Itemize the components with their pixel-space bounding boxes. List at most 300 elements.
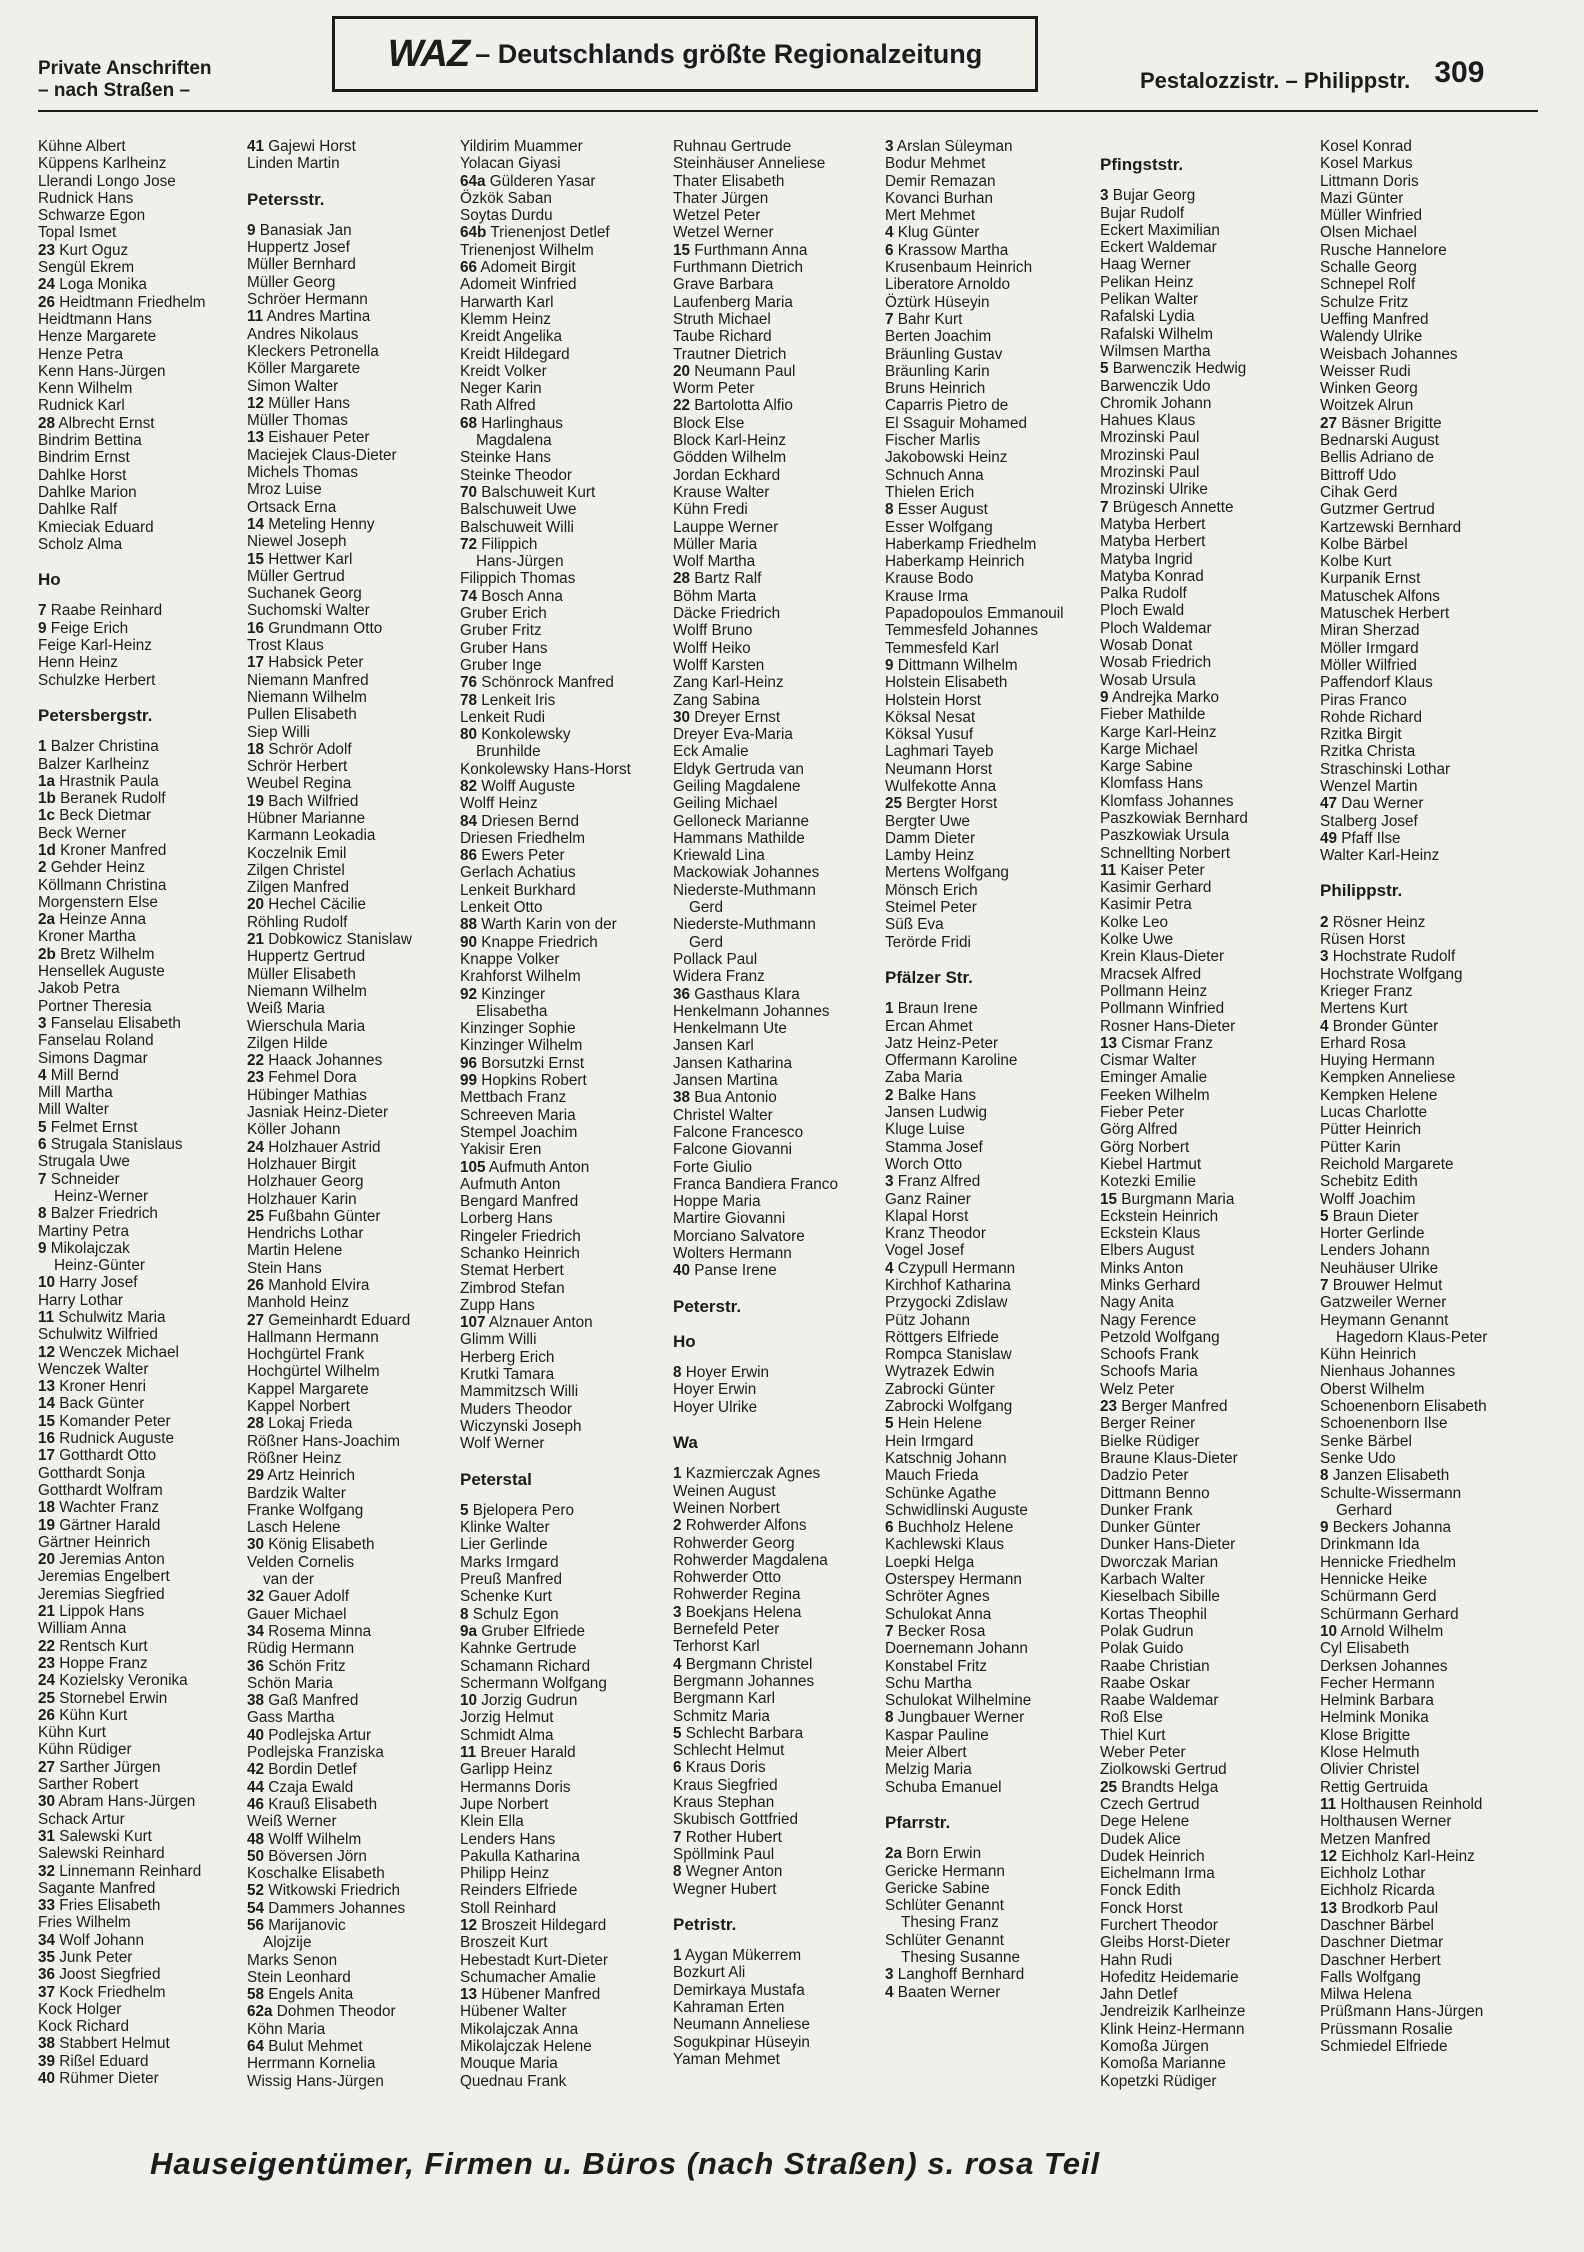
directory-entry: Glimm Willi xyxy=(460,1331,537,1349)
directory-entry-continuation: Magdalena xyxy=(476,432,552,450)
directory-entry: 11 Andres Martina xyxy=(247,308,371,326)
directory-entry: Yaman Mehmet xyxy=(673,2050,780,2068)
directory-entry: 7 Becker Rosa xyxy=(885,1622,986,1640)
directory-entry: Jansen Ludwig xyxy=(885,1104,988,1122)
directory-entry: Huppertz Gertrud xyxy=(247,948,366,966)
directory-entry: Forte Giulio xyxy=(673,1158,753,1176)
directory-entry: 5 Braun Dieter xyxy=(1320,1207,1419,1225)
house-number: 70 xyxy=(460,483,478,501)
directory-entry: Pullen Elisabeth xyxy=(247,706,357,724)
house-number: 52 xyxy=(247,1882,265,1900)
directory-entry: Melzig Maria xyxy=(885,1761,972,1779)
directory-entry: Demirkaya Mustafa xyxy=(673,1981,805,1999)
directory-entry: Krause Bodo xyxy=(885,570,974,588)
directory-entry: Marks Senon xyxy=(247,1951,338,1969)
directory-entry: Mrozinski Paul xyxy=(1100,429,1200,447)
masthead-tagline: – Deutschlands größte Regionalzeitung xyxy=(475,38,983,69)
directory-entry: Matuschek Herbert xyxy=(1320,605,1450,623)
directory-entry: 27 Sarther Jürgen xyxy=(38,1758,161,1776)
directory-entry: Niemann Manfred xyxy=(247,671,369,689)
house-number: 5 xyxy=(885,1415,894,1433)
house-number: 42 xyxy=(247,1761,265,1779)
house-number: 68 xyxy=(460,414,478,432)
directory-entry: Kmieciak Eduard xyxy=(38,518,154,536)
directory-entry: 2 Gehder Heinz xyxy=(38,859,146,877)
directory-entry: Velden Cornelis xyxy=(247,1553,355,1571)
directory-entry: Müller Bernhard xyxy=(247,256,356,274)
directory-entry: 7 Brouwer Helmut xyxy=(1320,1277,1443,1294)
directory-entry: Schuba Emanuel xyxy=(885,1778,1002,1796)
directory-entry: Rößner Hans-Joachim xyxy=(247,1432,401,1450)
directory-entry: Daschner Dietmar xyxy=(1320,1934,1444,1952)
directory-entry: Thater Jürgen xyxy=(673,189,769,207)
house-number: 5 xyxy=(460,1501,469,1519)
directory-entry-continuation: Thesing Franz xyxy=(901,1914,999,1932)
directory-entry: Kempken Helene xyxy=(1320,1086,1438,1104)
directory-entry: Jakob Petra xyxy=(38,980,120,998)
directory-entry: Henze Margarete xyxy=(38,328,157,346)
directory-entry: Jordan Eckhard xyxy=(673,466,781,484)
directory-entry: Bittroff Udo xyxy=(1320,466,1397,484)
directory-entry: Braune Klaus-Dieter xyxy=(1100,1449,1238,1467)
directory-entry: 7 Rother Hubert xyxy=(673,1828,782,1846)
directory-entry: Hochgürtel Frank xyxy=(247,1346,365,1364)
directory-entry: Schlüter Genannt xyxy=(885,1897,1005,1915)
directory-entry: Feeken Wilhelm xyxy=(1100,1086,1210,1104)
house-number: 88 xyxy=(460,916,478,934)
directory-entry: Przygocki Zdislaw xyxy=(885,1294,1008,1312)
house-number: 9 xyxy=(247,221,256,239)
directory-entry: 8 Janzen Elisabeth xyxy=(1320,1467,1450,1485)
directory-entry: 8 Hoyer Erwin xyxy=(673,1364,770,1382)
directory-entry: Gerlach Achatius xyxy=(460,864,576,882)
directory-entry: 22 Rentsch Kurt xyxy=(38,1637,148,1655)
directory-entry: Niemann Wilhelm xyxy=(247,688,367,706)
directory-entry: 4 Klug Günter xyxy=(885,224,980,242)
directory-entry: Temmesfeld Johannes xyxy=(885,622,1039,640)
directory-entry: Temmesfeld Karl xyxy=(885,639,999,657)
directory-entry: Philipp Heinz xyxy=(460,1865,550,1883)
house-number: 44 xyxy=(247,1778,265,1796)
directory-entry: 70 Balschuweit Kurt xyxy=(460,483,596,501)
directory-entry: Lenders Hans xyxy=(460,1830,556,1848)
directory-entry: Daschner Bärbel xyxy=(1320,1916,1434,1934)
directory-entry: Rzitka Birgit xyxy=(1320,726,1402,744)
directory-entry: Laufenberg Maria xyxy=(673,293,793,311)
directory-entry: Köller Margarete xyxy=(247,360,361,378)
house-number: 64b xyxy=(460,224,487,242)
directory-entry: Jupe Norbert xyxy=(460,1795,549,1813)
directory-entry: Rohwerder Georg xyxy=(673,1534,795,1552)
house-number: 9 xyxy=(38,1239,47,1257)
directory-entry: Sengül Ekrem xyxy=(38,259,135,277)
directory-entry: 25 Bergter Horst xyxy=(885,795,998,813)
house-number: 99 xyxy=(460,1072,478,1090)
directory-entry: Wytrazek Edwin xyxy=(885,1363,995,1381)
directory-entry: 10 Arnold Wilhelm xyxy=(1320,1622,1444,1640)
directory-entry: Weiß Maria xyxy=(247,1000,325,1018)
directory-entry: Ploch Ewald xyxy=(1100,602,1185,620)
directory-entry: 40 Panse Irene xyxy=(673,1262,777,1280)
directory-entry: Dunker Frank xyxy=(1100,1501,1193,1519)
directory-entry: Furchert Theodor xyxy=(1100,1916,1218,1934)
directory-entry: 23 Berger Manfred xyxy=(1100,1398,1228,1416)
house-number: 9 xyxy=(1320,1519,1329,1537)
house-number: 36 xyxy=(247,1657,265,1675)
directory-entry: 2 Balke Hans xyxy=(885,1086,976,1104)
directory-entry: Mroz Luise xyxy=(247,481,322,499)
directory-entry: Klapal Horst xyxy=(885,1207,969,1225)
directory-entry: Mönsch Erich xyxy=(885,881,978,899)
house-number: 24 xyxy=(247,1138,265,1156)
directory-entry: 1d Kroner Manfred xyxy=(38,841,167,859)
house-number: 8 xyxy=(885,1709,894,1727)
directory-entry: Helmink Monika xyxy=(1320,1709,1429,1727)
directory-entry: Skubisch Gottfried xyxy=(673,1811,798,1829)
directory-entry: 23 Fehmel Dora xyxy=(247,1069,357,1087)
directory-entry: Rath Alfred xyxy=(460,397,536,415)
directory-entry: Wilmsen Martha xyxy=(1100,342,1211,360)
directory-entry: Minks Anton xyxy=(1100,1259,1184,1277)
directory-entry: Preuß Manfred xyxy=(460,1571,563,1589)
house-number: 27 xyxy=(1320,414,1338,432)
house-number: 78 xyxy=(460,691,478,709)
directory-entry: Damm Dieter xyxy=(885,829,976,847)
directory-entry: Holzhauer Karin xyxy=(247,1190,357,1208)
directory-entry: Krusenbaum Heinrich xyxy=(885,259,1033,277)
directory-entry: 47 Dau Werner xyxy=(1320,795,1424,813)
directory-entry: 50 Böversen Jörn xyxy=(247,1847,367,1865)
directory-entry: Pütz Johann xyxy=(885,1311,971,1329)
directory-entry: Wolff Bruno xyxy=(673,622,753,640)
directory-entry: Hammans Mathilde xyxy=(673,829,805,847)
directory-entry: Pakulla Katharina xyxy=(460,1847,580,1865)
directory-entry: 9a Gruber Elfriede xyxy=(460,1622,585,1640)
directory-entry: Olsen Michael xyxy=(1320,224,1417,242)
directory-entry: Podlejska Franziska xyxy=(247,1744,384,1762)
directory-entry: Neumann Horst xyxy=(885,760,993,778)
directory-entry: Steinhäuser Anneliese xyxy=(673,155,826,173)
directory-entry: Bindrim Bettina xyxy=(38,432,142,450)
directory-column-2 xyxy=(247,138,457,2090)
directory-entry: Wolf Martha xyxy=(673,553,756,571)
directory-entry: Krutki Tamara xyxy=(460,1366,555,1384)
directory-entry: 6 Krassow Martha xyxy=(885,241,1009,259)
directory-entry: Katschnig Johann xyxy=(885,1449,1007,1467)
directory-entry: 15 Burgmann Maria xyxy=(1100,1190,1235,1208)
directory-entry: Rafalski Lydia xyxy=(1100,308,1195,326)
directory-entry-continuation: Hans-Jürgen xyxy=(476,553,564,571)
directory-entry: Wolff Joachim xyxy=(1320,1190,1416,1208)
directory-entry: Zang Karl-Heinz xyxy=(673,674,784,692)
directory-entry: Lucas Charlotte xyxy=(1320,1104,1428,1122)
directory-entry: Senke Udo xyxy=(1320,1449,1396,1467)
directory-entry: Gotthardt Wolfram xyxy=(38,1481,163,1499)
directory-entry: Jahn Detlef xyxy=(1100,1986,1178,2004)
directory-entry: Gruber Hans xyxy=(460,639,548,657)
house-number: 58 xyxy=(247,1986,265,2004)
directory-entry: Klinke Walter xyxy=(460,1519,550,1537)
directory-entry: Klose Helmuth xyxy=(1320,1744,1420,1762)
directory-entry: 30 Dreyer Ernst xyxy=(673,708,781,726)
house-number: 56 xyxy=(247,1916,265,1934)
directory-entry: Bujar Rudolf xyxy=(1100,204,1185,222)
directory-entry: Ercan Ahmet xyxy=(885,1017,973,1035)
street-heading: Petersstr. xyxy=(247,189,325,209)
house-number: 7 xyxy=(38,1170,47,1188)
directory-entry: Ziolkowski Gertrud xyxy=(1100,1761,1227,1779)
directory-entry: Zaba Maria xyxy=(885,1069,963,1087)
directory-entry: Rüsen Horst xyxy=(1320,931,1406,949)
directory-entry: Maciejek Claus-Dieter xyxy=(247,446,397,464)
house-number: 32 xyxy=(247,1588,265,1606)
street-range-label: Pestalozzistr. – Philippstr. xyxy=(1140,68,1411,93)
directory-entry: 16 Rudnick Auguste xyxy=(38,1430,175,1448)
directory-entry: 15 Hettwer Karl xyxy=(247,550,353,568)
directory-entry: Portner Theresia xyxy=(38,997,152,1015)
house-number: 3 xyxy=(885,138,894,155)
directory-entry: Fischer Marlis xyxy=(885,432,981,450)
directory-entry: Aufmuth Anton xyxy=(460,1175,561,1193)
directory-entry: 86 Ewers Peter xyxy=(460,847,565,865)
directory-entry: Klomfass Johannes xyxy=(1100,792,1234,810)
street-heading: Ho xyxy=(673,1331,696,1351)
directory-entry: Karge Michael xyxy=(1100,740,1198,758)
house-number: 2 xyxy=(885,1086,894,1104)
directory-entry: 12 Wenczek Michael xyxy=(38,1343,179,1361)
directory-entry: Kotezki Emilie xyxy=(1100,1173,1197,1191)
house-number: 20 xyxy=(247,896,265,914)
directory-entry: Kühn Rüdiger xyxy=(38,1741,132,1759)
directory-entry: Soytas Durdu xyxy=(460,207,553,225)
directory-entry: 105 Aufmuth Anton xyxy=(460,1158,590,1176)
directory-entry: 14 Back Günter xyxy=(38,1395,145,1413)
directory-entry: Schlecht Helmut xyxy=(673,1742,785,1760)
directory-entry: 78 Lenkeit Iris xyxy=(460,691,556,709)
directory-entry: Rafalski Wilhelm xyxy=(1100,325,1214,343)
house-number: 30 xyxy=(247,1536,265,1554)
directory-entry: 82 Wolff Auguste xyxy=(460,777,576,795)
directory-entry: Wolff Heinz xyxy=(460,795,538,813)
directory-entry: Jakobowski Heinz xyxy=(885,449,1008,467)
directory-entry: 58 Engels Anita xyxy=(247,1986,354,2004)
directory-entry: Dahlke Ralf xyxy=(38,501,118,519)
directory-entry: Pollmann Winfried xyxy=(1100,1000,1225,1018)
directory-entry: Worm Peter xyxy=(673,380,755,398)
directory-entry: Kartzewski Bernhard xyxy=(1320,518,1462,536)
directory-entry: 39 Rißel Eduard xyxy=(38,2052,149,2070)
house-number: 4 xyxy=(38,1066,47,1084)
directory-entry: 13 Brodkorb Paul xyxy=(1320,1899,1439,1917)
directory-entry: 38 Stabbert Helmut xyxy=(38,2035,170,2053)
directory-entry: 36 Schön Fritz xyxy=(247,1657,346,1675)
directory-entry: Möller Irmgard xyxy=(1320,639,1419,657)
house-number: 37 xyxy=(38,1983,56,2001)
directory-entry: 22 Haack Johannes xyxy=(247,1052,383,1070)
directory-entry: Trienenjost Wilhelm xyxy=(460,241,594,259)
directory-entry: Niewel Joseph xyxy=(247,533,347,551)
directory-column-6 xyxy=(1100,138,1310,2090)
directory-entry: Stein Leonhard xyxy=(247,1968,351,1986)
directory-entry: Wegner Hubert xyxy=(673,1880,777,1898)
directory-entry: 4 Czypull Hermann xyxy=(885,1259,1016,1277)
directory-entry: Minks Gerhard xyxy=(1100,1277,1201,1294)
directory-entry: 46 Krauß Elisabeth xyxy=(247,1795,378,1813)
house-number: 14 xyxy=(38,1395,56,1413)
house-number: 28 xyxy=(38,414,56,432)
directory-entry: Gauer Michael xyxy=(247,1605,347,1623)
directory-entry: Zabrocki Wolfgang xyxy=(885,1398,1013,1416)
directory-entry: 92 Kinzinger xyxy=(460,985,546,1003)
house-number: 22 xyxy=(247,1052,265,1070)
house-number: 5 xyxy=(1320,1207,1329,1225)
directory-entry: 26 Heidtmann Friedhelm xyxy=(38,293,206,311)
house-number: 8 xyxy=(673,1364,682,1382)
directory-entry: 15 Komander Peter xyxy=(38,1412,171,1430)
directory-entry: 7 Raabe Reinhard xyxy=(38,602,163,620)
house-number: 8 xyxy=(885,501,894,519)
directory-entry: Komoßa Marianne xyxy=(1100,2055,1226,2073)
directory-entry: Kenn Hans-Jürgen xyxy=(38,362,166,380)
directory-entry: Caparris Pietro de xyxy=(885,397,1009,415)
directory-entry: Öztürk Hüseyin xyxy=(885,293,990,311)
directory-entry: Schoofs Frank xyxy=(1100,1346,1199,1364)
directory-entry: Pollack Paul xyxy=(673,950,758,968)
directory-entry: 1b Beranek Rudolf xyxy=(38,790,166,808)
directory-entry: Martiny Petra xyxy=(38,1222,129,1240)
directory-entry: 21 Lippok Hans xyxy=(38,1603,145,1621)
house-number: 8 xyxy=(673,1863,682,1881)
house-number: 19 xyxy=(38,1516,56,1534)
directory-entry: 5 Hein Helene xyxy=(885,1415,982,1433)
house-number: 50 xyxy=(247,1847,265,1865)
directory-entry: Wenzel Martin xyxy=(1320,777,1418,795)
directory-entry-continuation: van der xyxy=(263,1571,315,1589)
directory-entry: 37 Kock Friedhelm xyxy=(38,1983,166,2001)
directory-entry: Welz Peter xyxy=(1100,1380,1175,1398)
directory-entry: Derksen Johannes xyxy=(1320,1657,1448,1675)
directory-entry: 24 Holzhauer Astrid xyxy=(247,1138,381,1156)
directory-entry: 25 Brandts Helga xyxy=(1100,1778,1219,1796)
directory-entry: Schröer Hermann xyxy=(247,291,368,309)
directory-entry: Gass Martha xyxy=(247,1709,335,1727)
directory-entry: Strugala Uwe xyxy=(38,1153,130,1171)
house-number: 4 xyxy=(1320,1017,1329,1035)
house-number: 7 xyxy=(885,1622,894,1640)
house-number: 40 xyxy=(38,2070,56,2088)
house-number: 28 xyxy=(673,570,691,588)
directory-entry: Holstein Horst xyxy=(885,691,982,709)
directory-entry: Mert Mehmet xyxy=(885,207,976,225)
house-number: 18 xyxy=(38,1499,56,1517)
directory-entry: Adomeit Winfried xyxy=(460,276,577,294)
directory-entry: Kühn Heinrich xyxy=(1320,1346,1417,1364)
directory-entry: Heymann Genannt xyxy=(1320,1311,1449,1329)
directory-entry: Huppertz Josef xyxy=(247,239,350,257)
house-number: 4 xyxy=(885,1983,894,2001)
directory-entry: Polak Guido xyxy=(1100,1640,1184,1658)
directory-entry: Hochgürtel Wilhelm xyxy=(247,1363,380,1381)
directory-entry: Hübener Walter xyxy=(460,2003,567,2021)
directory-entry: Hoyer Ulrike xyxy=(673,1398,758,1416)
house-number: 2a xyxy=(38,911,56,929)
street-heading: Wa xyxy=(673,1433,698,1453)
directory-entry: Dadzio Peter xyxy=(1100,1467,1189,1485)
directory-entry: Niemann Wilhelm xyxy=(247,982,367,1000)
directory-entry: Gleibs Horst-Dieter xyxy=(1100,1934,1231,1952)
directory-entry: Hübinger Mathias xyxy=(247,1086,367,1104)
street-heading: Philippstr. xyxy=(1320,881,1403,901)
house-number: 25 xyxy=(885,795,903,813)
directory-entry: Klein Ella xyxy=(460,1813,524,1831)
masthead-box xyxy=(332,16,1038,92)
directory-entry: Bozkurt Ali xyxy=(673,1964,746,1982)
directory-entry: Martire Giovanni xyxy=(673,1210,786,1228)
directory-entry: Mill Walter xyxy=(38,1101,109,1119)
directory-entry: Schröter Agnes xyxy=(885,1588,990,1606)
directory-entry: Klose Brigitte xyxy=(1320,1726,1411,1744)
directory-entry: Steimel Peter xyxy=(885,899,977,917)
directory-entry: Hochstrate Wolfgang xyxy=(1320,965,1463,983)
directory-entry: Matyba Konrad xyxy=(1100,567,1204,585)
house-number: 22 xyxy=(673,397,691,415)
house-number: 7 xyxy=(38,602,47,620)
house-number: 39 xyxy=(38,2052,56,2070)
directory-entry: Herrmann Kornelia xyxy=(247,2055,376,2073)
directory-entry: Lasch Helene xyxy=(247,1519,341,1537)
house-number: 62a xyxy=(247,2003,273,2021)
directory-entry: Gruber Erich xyxy=(460,605,547,623)
directory-entry: Wolters Hermann xyxy=(673,1245,792,1262)
directory-entry: Daschner Herbert xyxy=(1320,1951,1441,1969)
house-number: 11 xyxy=(460,1744,477,1762)
directory-entry: Taube Richard xyxy=(673,328,772,346)
directory-entry: Jeremias Siegfried xyxy=(38,1585,165,1603)
directory-entry: Möller Wilfried xyxy=(1320,656,1417,674)
directory-entry: Barwenczik Udo xyxy=(1100,377,1211,395)
directory-entry: Lorberg Hans xyxy=(460,1210,553,1228)
directory-entry: Kasimir Gerhard xyxy=(1100,879,1212,897)
directory-entry: Hoyer Erwin xyxy=(673,1381,757,1399)
directory-entry: Franca Bandiera Franco xyxy=(673,1175,838,1193)
directory-entry: Dittmann Benno xyxy=(1100,1484,1210,1502)
directory-entry: 6 Buchholz Helene xyxy=(885,1519,1014,1537)
directory-entry: Pollmann Heinz xyxy=(1100,982,1208,1000)
directory-entry: Cyl Elisabeth xyxy=(1320,1640,1410,1658)
house-number: 10 xyxy=(1320,1622,1338,1640)
directory-entry: Hennicke Heike xyxy=(1320,1571,1428,1589)
directory-entry: 18 Schrör Adolf xyxy=(247,740,352,758)
directory-entry: Kleckers Petronella xyxy=(247,342,379,360)
directory-entry: Prüssmann Rosalie xyxy=(1320,2020,1453,2038)
directory-entry: 3 Boekjans Helena xyxy=(673,1603,802,1621)
directory-entry: Dege Helene xyxy=(1100,1813,1190,1831)
directory-entry: 27 Bäsner Brigitte xyxy=(1320,414,1442,432)
street-heading: Petersbergstr. xyxy=(38,705,153,725)
directory-entry: Berten Joachim xyxy=(885,328,992,346)
house-number: 9 xyxy=(1100,688,1109,706)
directory-entry: Zang Sabina xyxy=(673,691,760,709)
directory-entry: 12 Eichholz Karl-Heinz xyxy=(1320,1847,1475,1865)
directory-entry: Neger Karin xyxy=(460,380,542,398)
directory-entry: Rudnick Hans xyxy=(38,189,134,207)
directory-entry: Walendy Ulrike xyxy=(1320,328,1423,346)
directory-entry-continuation: Alojzije xyxy=(263,1934,312,1952)
directory-entry: Kosel Markus xyxy=(1320,155,1413,173)
house-number: 2a xyxy=(885,1845,903,1863)
directory-entry: Köhn Maria xyxy=(247,2020,326,2038)
house-number: 1b xyxy=(38,790,56,808)
